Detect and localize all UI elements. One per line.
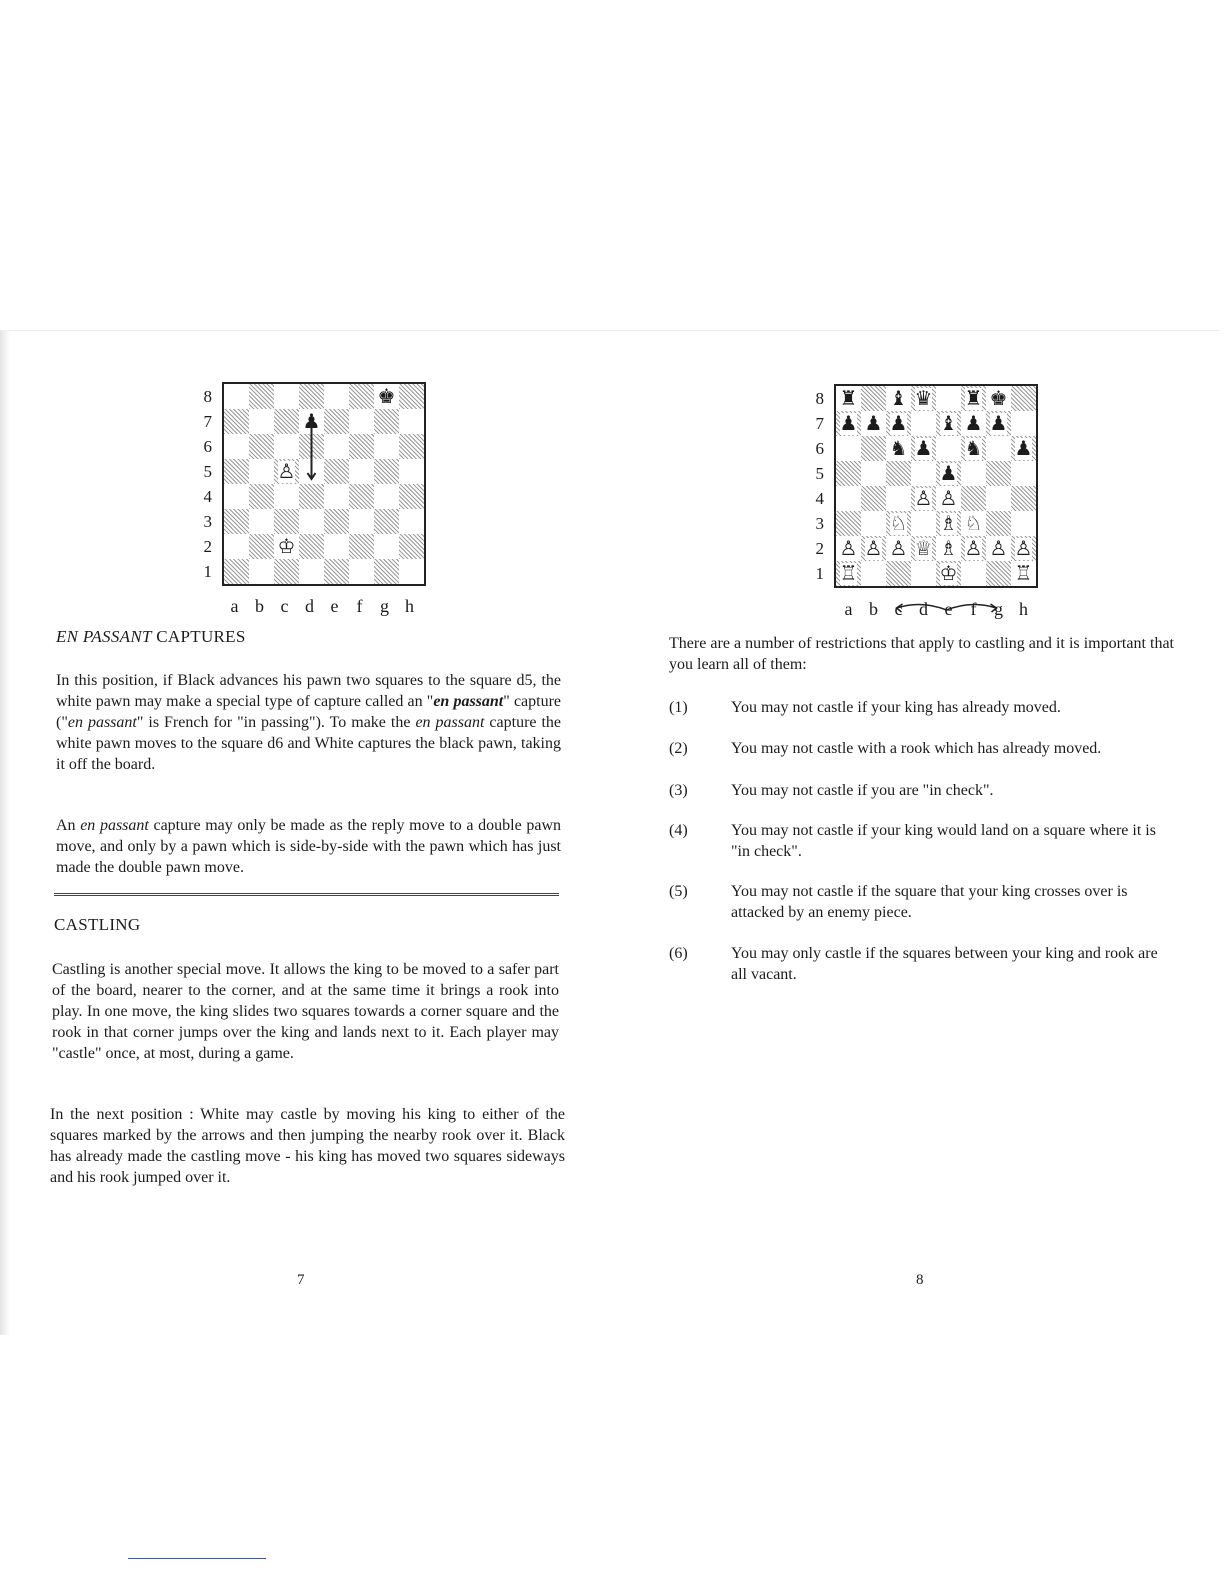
- en-passant-heading-rest: CAPTURES: [151, 627, 246, 646]
- black-pawn-icon: ♟: [889, 412, 908, 435]
- white-king-icon: ♔: [277, 535, 296, 558]
- file-label: c: [280, 596, 289, 616]
- file-label: f: [356, 596, 363, 616]
- square-e3: [324, 509, 349, 534]
- square-b6: [249, 434, 274, 459]
- text-run: en passant: [80, 817, 149, 834]
- square-h4: [399, 484, 424, 509]
- text-run: capture may only be made as the reply move to a double pawn move, and only by a pawn which is side-by-side with the pawn which has just made the double pawn move.: [56, 817, 561, 876]
- square-a6: [836, 436, 861, 461]
- square-g3: [986, 511, 1011, 536]
- square-d1: [911, 561, 936, 586]
- square-c4: [886, 486, 911, 511]
- square-f4: [961, 486, 986, 511]
- square-h7: [399, 409, 424, 434]
- square-c6: [886, 436, 911, 461]
- white-king-icon: ♔: [939, 562, 958, 585]
- rank-label: 3: [203, 512, 212, 531]
- file-label: d: [305, 596, 314, 616]
- file-label: a: [844, 599, 853, 619]
- square-e8: [936, 386, 961, 411]
- square-a2: [836, 536, 861, 561]
- file-label: a: [230, 596, 239, 616]
- chessboard: [834, 384, 1038, 588]
- square-a6: [224, 434, 249, 459]
- square-d4: [299, 484, 324, 509]
- square-f7: [961, 411, 986, 436]
- square-f6: [349, 434, 374, 459]
- square-d1: [299, 559, 324, 584]
- square-a5: [224, 459, 249, 484]
- square-b3: [861, 511, 886, 536]
- rank-label: 4: [815, 489, 824, 508]
- square-e7: [324, 409, 349, 434]
- file-labels: [836, 599, 1036, 620]
- rank-label: 1: [203, 562, 212, 581]
- square-f4: [349, 484, 374, 509]
- rank-label: 2: [203, 537, 212, 556]
- en-passant-paragraph-2: [56, 815, 561, 878]
- restriction-text: You may only castle if the squares between your king and rook are all vacant.: [731, 945, 1158, 983]
- white-pawn-icon: ♙: [964, 537, 983, 560]
- square-c6: [274, 434, 299, 459]
- square-e5: [324, 459, 349, 484]
- square-b8: [861, 386, 886, 411]
- square-c8: [886, 386, 911, 411]
- square-a1: [224, 559, 249, 584]
- square-c5: [886, 461, 911, 486]
- square-c4: [274, 484, 299, 509]
- square-b7: [861, 411, 886, 436]
- square-g1: [986, 561, 1011, 586]
- white-knight-icon: ♘: [889, 512, 908, 535]
- restriction-text: You may not castle if the square that your king crosses over is attacked by an enemy piece.: [731, 883, 1128, 921]
- text-run: en passant: [67, 714, 137, 731]
- square-g7: [986, 411, 1011, 436]
- square-f6: [961, 436, 986, 461]
- chessboard: [222, 382, 426, 586]
- square-f2: [349, 534, 374, 559]
- file-label: h: [1019, 599, 1028, 619]
- file-label: b: [255, 596, 264, 616]
- rank-label: 8: [203, 387, 212, 406]
- square-a8: [836, 386, 861, 411]
- square-c8: [274, 384, 299, 409]
- square-d8: [299, 384, 324, 409]
- section-divider: [54, 893, 559, 896]
- square-e3: [936, 511, 961, 536]
- white-rook-icon: ♖: [1014, 562, 1033, 585]
- black-king-icon: ♚: [989, 387, 1008, 410]
- text-run: en passant: [415, 714, 485, 731]
- restriction-item: [669, 820, 1179, 864]
- square-h2: [1011, 536, 1036, 561]
- restriction-item: [669, 943, 1179, 987]
- square-d5: [911, 461, 936, 486]
- square-b8: [249, 384, 274, 409]
- page-number-right: 8: [916, 1272, 924, 1288]
- restriction-item: [669, 881, 1179, 925]
- square-a3: [836, 511, 861, 536]
- square-a3: [224, 509, 249, 534]
- square-e4: [324, 484, 349, 509]
- square-e6: [324, 434, 349, 459]
- square-e6: [936, 436, 961, 461]
- square-g8: [374, 384, 399, 409]
- square-e8: [324, 384, 349, 409]
- square-a7: [836, 411, 861, 436]
- square-e5: [936, 461, 961, 486]
- square-b4: [249, 484, 274, 509]
- square-h1: [1011, 561, 1036, 586]
- file-label: d: [919, 599, 928, 619]
- square-b6: [861, 436, 886, 461]
- square-f1: [961, 561, 986, 586]
- square-d5: [299, 459, 324, 484]
- file-label: e: [944, 599, 953, 619]
- square-b2: [861, 536, 886, 561]
- square-f3: [349, 509, 374, 534]
- square-a4: [836, 486, 861, 511]
- file-labels: [222, 596, 422, 617]
- rank-label: 2: [815, 539, 824, 558]
- square-d2: [299, 534, 324, 559]
- file-label: h: [405, 596, 414, 616]
- square-e2: [936, 536, 961, 561]
- square-c3: [274, 509, 299, 534]
- black-bishop-icon: ♝: [939, 412, 958, 435]
- square-g2: [374, 534, 399, 559]
- text-run: en passant: [433, 693, 504, 710]
- square-d6: [299, 434, 324, 459]
- en-passant-heading-italic: EN PASSANT: [56, 627, 152, 646]
- rank-label: 6: [203, 437, 212, 456]
- restriction-item: [669, 780, 1179, 824]
- castling-diagram: [808, 384, 1048, 624]
- square-b5: [249, 459, 274, 484]
- white-pawn-icon: ♙: [864, 537, 883, 560]
- square-g7: [374, 409, 399, 434]
- square-h7: [1011, 411, 1036, 436]
- text-run: " is French for "in passing"). To make the: [136, 714, 416, 731]
- square-d8: [911, 386, 936, 411]
- square-h6: [1011, 436, 1036, 461]
- white-pawn-icon: ♙: [989, 537, 1008, 560]
- en-passant-heading: [56, 627, 246, 647]
- square-f7: [349, 409, 374, 434]
- black-rook-icon: ♜: [839, 387, 858, 410]
- white-rook-icon: ♖: [839, 562, 858, 585]
- square-a4: [224, 484, 249, 509]
- castling-paragraph-1: Castling is another special move. It allows the king to be moved to a safer part of the board, nearer to the corner, and at the same time it brings a rook into play. In one move, the king slides two squares towards a corner square and the rook in that corner jumps over the king and lands next to it. Each player may "castle" once, at most, during a game.: [52, 961, 559, 1062]
- restriction-number: (1): [669, 699, 688, 716]
- rank-label: 6: [815, 439, 824, 458]
- square-e2: [324, 534, 349, 559]
- square-g4: [374, 484, 399, 509]
- square-f5: [349, 459, 374, 484]
- square-f1: [349, 559, 374, 584]
- restriction-text: You may not castle if your king has already moved.: [731, 699, 1061, 716]
- square-c7: [886, 411, 911, 436]
- restriction-number: (6): [669, 945, 688, 962]
- black-pawn-icon: ♟: [914, 437, 933, 460]
- white-pawn-icon: ♙: [914, 487, 933, 510]
- square-h4: [1011, 486, 1036, 511]
- black-knight-icon: ♞: [964, 437, 983, 460]
- rank-label: 4: [203, 487, 212, 506]
- square-g8: [986, 386, 1011, 411]
- white-pawn-icon: ♙: [889, 537, 908, 560]
- black-pawn-icon: ♟: [989, 412, 1008, 435]
- square-g4: [986, 486, 1011, 511]
- square-e1: [324, 559, 349, 584]
- rank-label: 5: [815, 464, 824, 483]
- restriction-number: (2): [669, 740, 688, 757]
- square-h5: [1011, 461, 1036, 486]
- square-g5: [986, 461, 1011, 486]
- square-h6: [399, 434, 424, 459]
- rank-label: 7: [203, 412, 212, 431]
- square-d6: [911, 436, 936, 461]
- square-g6: [374, 434, 399, 459]
- square-f3: [961, 511, 986, 536]
- square-e4: [936, 486, 961, 511]
- square-a8: [224, 384, 249, 409]
- file-label: g: [380, 596, 389, 616]
- rank-label: 8: [815, 389, 824, 408]
- file-label: g: [994, 599, 1003, 619]
- square-e7: [936, 411, 961, 436]
- square-h8: [399, 384, 424, 409]
- rank-label: 1: [815, 564, 824, 583]
- square-c1: [274, 559, 299, 584]
- square-h5: [399, 459, 424, 484]
- square-b4: [861, 486, 886, 511]
- square-a7: [224, 409, 249, 434]
- white-bishop-icon: ♗: [939, 537, 958, 560]
- square-h8: [1011, 386, 1036, 411]
- file-label: b: [869, 599, 878, 619]
- restriction-text: You may not castle with a rook which has already moved.: [731, 740, 1102, 757]
- square-a5: [836, 461, 861, 486]
- square-b7: [249, 409, 274, 434]
- rank-label: 5: [203, 462, 212, 481]
- square-h1: [399, 559, 424, 584]
- square-b3: [249, 509, 274, 534]
- text-run: An: [56, 817, 81, 834]
- rank-label: 7: [815, 414, 824, 433]
- footer-link-underline: [128, 1558, 266, 1559]
- square-d7: [911, 411, 936, 436]
- square-c2: [886, 536, 911, 561]
- black-rook-icon: ♜: [964, 387, 983, 410]
- restriction-text: You may not castle if your king would land on a square where it is "in check".: [731, 822, 1156, 860]
- file-label: e: [330, 596, 339, 616]
- white-pawn-icon: ♙: [939, 487, 958, 510]
- square-g3: [374, 509, 399, 534]
- rank-label: 3: [815, 514, 824, 533]
- square-b1: [249, 559, 274, 584]
- restriction-item: [669, 738, 1179, 782]
- white-queen-icon: ♕: [914, 537, 933, 560]
- square-a1: [836, 561, 861, 586]
- square-c5: [274, 459, 299, 484]
- black-bishop-icon: ♝: [889, 387, 908, 410]
- square-g6: [986, 436, 1011, 461]
- castling-heading: CASTLING: [54, 915, 141, 934]
- white-pawn-icon: ♙: [839, 537, 858, 560]
- restriction-number: (3): [669, 782, 688, 799]
- restriction-item: [669, 697, 1179, 741]
- square-d3: [299, 509, 324, 534]
- en-passant-paragraph-1: [56, 670, 561, 775]
- square-b5: [861, 461, 886, 486]
- black-king-icon: ♚: [377, 385, 396, 408]
- square-g5: [374, 459, 399, 484]
- black-pawn-icon: ♟: [302, 410, 321, 433]
- square-f2: [961, 536, 986, 561]
- restriction-number: (4): [669, 822, 688, 839]
- file-label: f: [970, 599, 977, 619]
- file-label: c: [894, 599, 903, 619]
- castling-restrictions-intro: There are a number of restrictions that apply to castling and it is important that you learn all of them:: [669, 635, 1174, 673]
- black-pawn-icon: ♟: [939, 462, 958, 485]
- square-f8: [961, 386, 986, 411]
- page-number-left: 7: [297, 1272, 305, 1288]
- square-f8: [349, 384, 374, 409]
- square-c3: [886, 511, 911, 536]
- square-c2: [274, 534, 299, 559]
- restriction-number: (5): [669, 883, 688, 900]
- black-pawn-icon: ♟: [839, 412, 858, 435]
- text-run: " capture (": [56, 693, 562, 731]
- black-pawn-icon: ♟: [864, 412, 883, 435]
- square-e1: [936, 561, 961, 586]
- square-h3: [1011, 511, 1036, 536]
- black-knight-icon: ♞: [889, 437, 908, 460]
- white-bishop-icon: ♗: [939, 512, 958, 535]
- black-pawn-icon: ♟: [1014, 437, 1033, 460]
- square-b2: [249, 534, 274, 559]
- square-d3: [911, 511, 936, 536]
- square-d2: [911, 536, 936, 561]
- square-c1: [886, 561, 911, 586]
- text-run: In this position, if Black advances his pawn two squares to the square d5, the white pawn may make a special type of capture called an ": [56, 672, 561, 710]
- square-h3: [399, 509, 424, 534]
- square-d4: [911, 486, 936, 511]
- square-c7: [274, 409, 299, 434]
- white-pawn-icon: ♙: [277, 460, 296, 483]
- black-queen-icon: ♛: [914, 387, 933, 410]
- en-passant-diagram: [196, 382, 436, 622]
- square-a2: [224, 534, 249, 559]
- square-h2: [399, 534, 424, 559]
- restriction-text: You may not castle if you are "in check".: [731, 782, 994, 799]
- square-b1: [861, 561, 886, 586]
- black-pawn-icon: ♟: [964, 412, 983, 435]
- text-run: capture the white pawn moves to the square d6 and White captures the black pawn, taking it off the board.: [56, 714, 562, 773]
- castling-paragraph-2: In the next position : White may castle by moving his king to either of the squares marked by the arrows and then jumping the nearby rook over it. Black has already made the castling move - his king has moved two squares sideways and his rook jumped over it.: [50, 1106, 565, 1186]
- square-g1: [374, 559, 399, 584]
- square-f5: [961, 461, 986, 486]
- square-d7: [299, 409, 324, 434]
- square-g2: [986, 536, 1011, 561]
- white-pawn-icon: ♙: [1014, 537, 1033, 560]
- white-knight-icon: ♘: [964, 512, 983, 535]
